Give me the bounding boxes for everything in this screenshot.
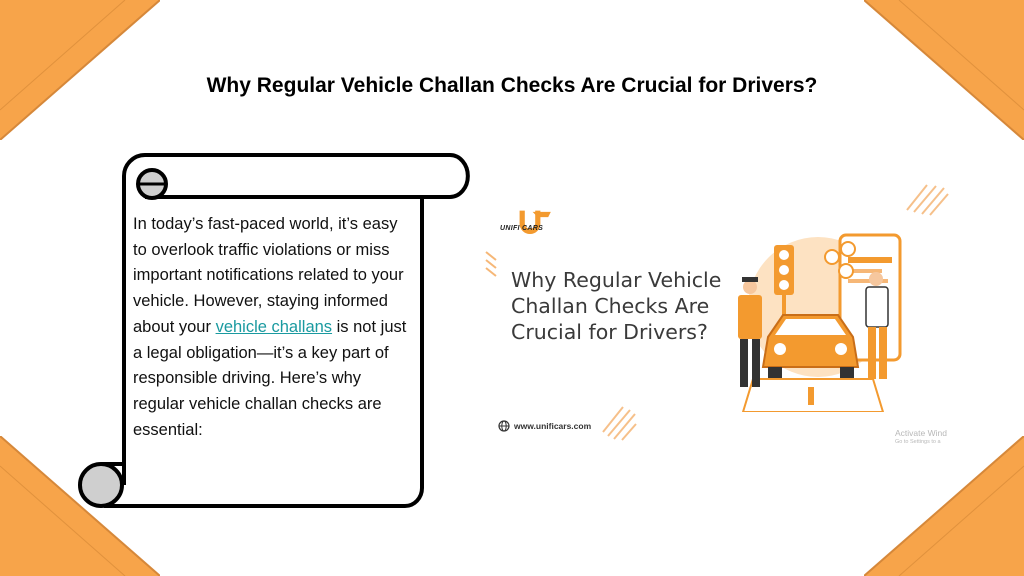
website-row: [498, 420, 591, 432]
banner-heading: Why Regular Vehicle Challan Checks Are Crucial for Drivers?: [511, 268, 722, 344]
stripe-decoration-icon: [484, 250, 500, 282]
activate-windows-watermark-sub: Go to Settings to a: [895, 439, 941, 445]
logo-text: UNIFI CARS: [500, 225, 544, 232]
banner-image: [478, 172, 958, 450]
slide-title: Why Regular Vehicle Challan Checks Are Crucial for Drivers?: [206, 74, 818, 97]
body-text-end: is not just a legal obligation—it’s a key part of responsible driving. Here’s why regular vehicle challan checks are essential:: [133, 317, 407, 439]
body-text-start: In today’s fast-paced world, it’s easy to overlook traffic violations or miss important notifications related to your vehicle. However, staying informed about your: [133, 215, 404, 336]
globe-icon: [498, 420, 510, 432]
scroll-body-text: [133, 212, 415, 443]
activate-windows-watermark: Activate Wind: [895, 428, 947, 438]
traffic-police-illustration: [728, 227, 918, 412]
hatch-decoration-icon: [598, 402, 638, 442]
hatch-decoration-icon-top: [902, 180, 950, 216]
website-text: www.unificars.com: [514, 421, 592, 431]
vehicle-challans-link[interactable]: vehicle challans: [215, 317, 333, 336]
